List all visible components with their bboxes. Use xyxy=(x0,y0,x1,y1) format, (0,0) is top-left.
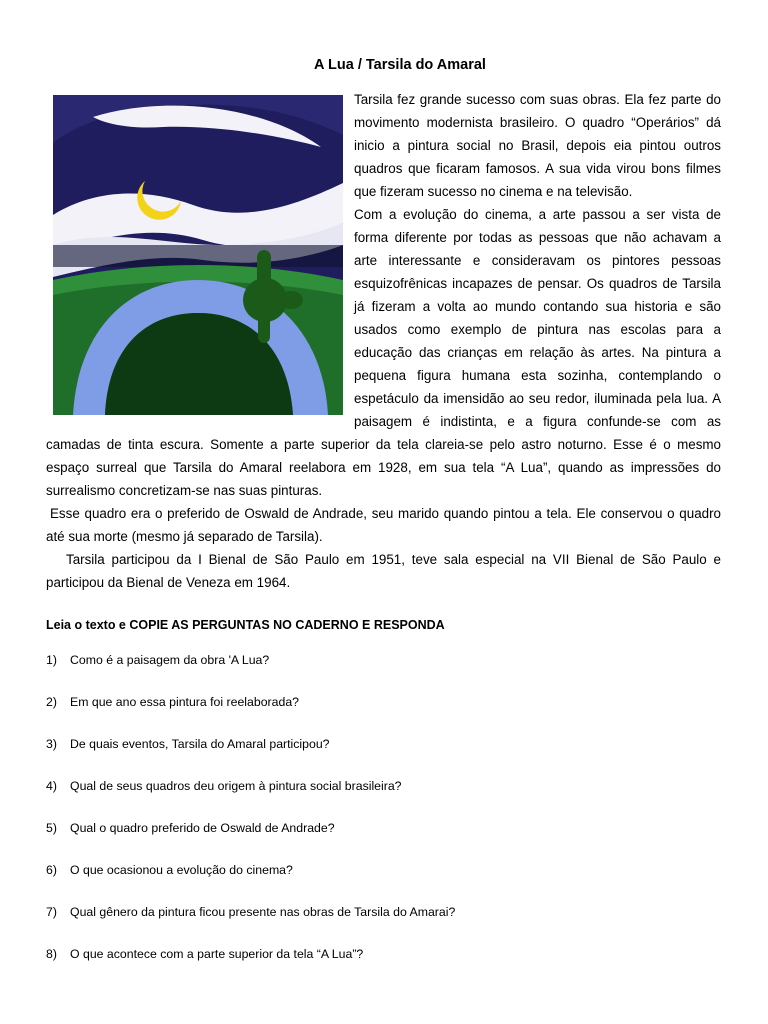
paragraph-1: Tarsila fez grande sucesso com suas obras. Ela fez parte do movimento modernista brasileiro. O quadro “Operários” dá inicio a pintura social no Brasil, depois eia pintou outros quadros que ficaram famosos. A sua vida virou bons filmes que fizeram sucesso no cinema e na televisão. xyxy=(354,92,721,199)
question-text: O que ocasionou a evolução do cinema? xyxy=(70,863,293,877)
question-text: Em que ano essa pintura foi reelaborada? xyxy=(70,695,300,709)
question-item xyxy=(46,903,726,945)
question-number: 6) xyxy=(46,863,57,877)
question-number: 3) xyxy=(46,737,57,751)
question-item xyxy=(46,819,726,861)
article-body xyxy=(46,88,721,594)
painting-spacer xyxy=(46,88,354,420)
question-number: 2) xyxy=(46,695,57,709)
question-text: Como é a paisagem da obra 'A Lua? xyxy=(70,653,270,667)
instruction-heading: Leia o texto e COPIE AS PERGUNTAS NO CADERNO E RESPONDA xyxy=(46,618,445,632)
question-item xyxy=(46,735,726,777)
question-number: 1) xyxy=(46,653,57,667)
question-list xyxy=(46,651,726,987)
question-item xyxy=(46,693,726,735)
question-text: Qual o quadro preferido de Oswald de Andrade? xyxy=(70,821,335,835)
question-number: 7) xyxy=(46,905,57,919)
question-item xyxy=(46,945,726,987)
paragraph-3: Esse quadro era o preferido de Oswald de Andrade, seu marido quando pintou a tela. Ele conservou o quadro até sua morte (mesmo já separado de Tarsila). xyxy=(46,506,721,544)
page-title: A Lua / Tarsila do Amaral xyxy=(314,57,486,73)
question-text: Qual de seus quadros deu origem à pintura social brasileira? xyxy=(70,779,402,793)
question-text: O que acontece com a parte superior da tela “A Lua”? xyxy=(70,947,364,961)
question-item xyxy=(46,861,726,903)
question-item xyxy=(46,777,726,819)
question-item xyxy=(46,651,726,693)
paragraph-4: Tarsila participou da I Bienal de São Paulo em 1951, teve sala especial na VII Bienal de São Paulo e participou da Bienal de Veneza em 1964. xyxy=(46,552,721,590)
question-number: 8) xyxy=(46,947,57,961)
question-number: 5) xyxy=(46,821,57,835)
paragraph-2: Com a evolução do cinema, a arte passou a ser vista de forma diferente por todas as pessoas que não achavam a arte interessante e consideravam os pintores pessoas esquizofrênicas incapazes de pensar. Os quadros de Tarsila já fizeram a volta ao mundo contando sua historia e são usados como exemplo de pintura nas escolas para a educação das crianças em relação às artes. Na pintura a pequena figura humana esta sozinha, contemplando o espetáculo da imensidão ao seu redor, iluminada pela lua. A paisagem é indistinta, e a figura confunde-se com as camadas de tinta escura. Somente a parte superior da tela clareia-se pelo astro noturno. Esse é o mesmo espaço surreal que Tarsila do Amaral reelabora em 1928, em sua tela “A Lua”, quando as impressões do surrealismo concretizam-se nas suas pinturas. xyxy=(46,207,721,498)
question-number: 4) xyxy=(46,779,57,793)
question-text: De quais eventos, Tarsila do Amaral participou? xyxy=(70,737,330,751)
question-text: Qual gênero da pintura ficou presente nas obras de Tarsila do Amarai? xyxy=(70,905,456,919)
